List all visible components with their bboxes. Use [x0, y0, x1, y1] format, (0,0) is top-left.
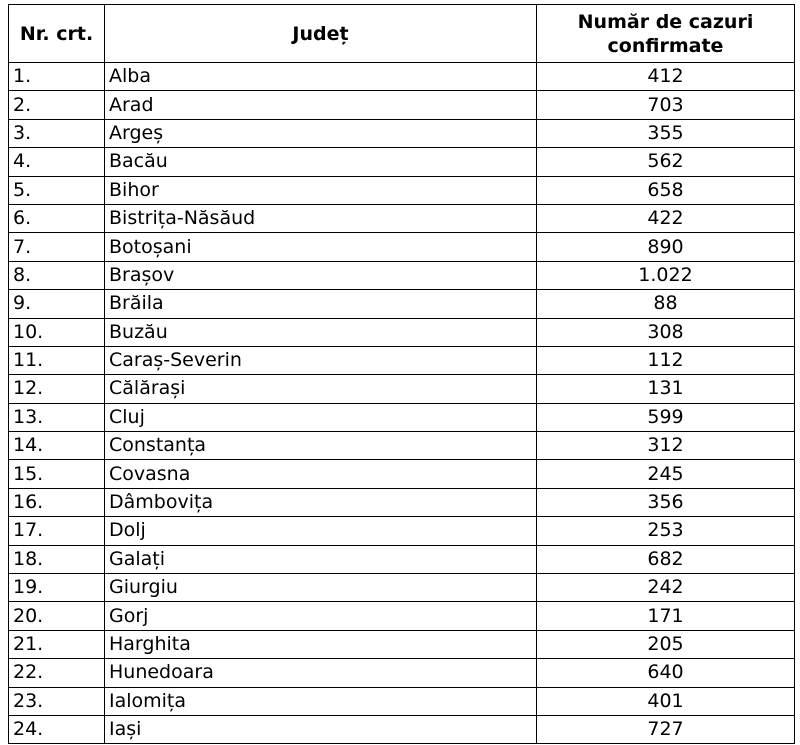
cases-cell: 205: [537, 630, 795, 658]
row-number-cell: 15.: [9, 460, 105, 488]
table-row: [9, 517, 795, 545]
cases-cell: 308: [537, 318, 795, 346]
county-cell: Bihor: [105, 176, 537, 204]
county-cell: Cluj: [105, 403, 537, 431]
county-cell: Giurgiu: [105, 574, 537, 602]
table-row: [9, 176, 795, 204]
county-cell: Galați: [105, 545, 537, 573]
cases-table: [8, 4, 795, 744]
row-number-cell: 22.: [9, 659, 105, 687]
table-row: [9, 318, 795, 346]
table-row: [9, 602, 795, 630]
header-row: [9, 5, 795, 63]
row-number-cell: 13.: [9, 403, 105, 431]
row-number-cell: 18.: [9, 545, 105, 573]
table-row: [9, 545, 795, 573]
row-number-cell: 24.: [9, 715, 105, 743]
county-cell: Caraș-Severin: [105, 346, 537, 374]
row-number-cell: 17.: [9, 517, 105, 545]
table-row: [9, 204, 795, 232]
table-row: [9, 488, 795, 516]
county-cell: Covasna: [105, 460, 537, 488]
county-cell: Dolj: [105, 517, 537, 545]
county-cell: Bacău: [105, 148, 537, 176]
header-cazuri: Număr de cazuri confirmate: [537, 5, 795, 63]
county-cell: Brăila: [105, 290, 537, 318]
cases-cell: 682: [537, 545, 795, 573]
row-number-cell: 19.: [9, 574, 105, 602]
county-cell: Constanța: [105, 432, 537, 460]
row-number-cell: 12.: [9, 375, 105, 403]
row-number-cell: 6.: [9, 204, 105, 232]
cases-cell: 658: [537, 176, 795, 204]
cases-cell: 88: [537, 290, 795, 318]
cases-cell: 112: [537, 346, 795, 374]
cases-cell: 727: [537, 715, 795, 743]
county-cell: Dâmbovița: [105, 488, 537, 516]
row-number-cell: 16.: [9, 488, 105, 516]
county-cell: Brașov: [105, 261, 537, 289]
row-number-cell: 8.: [9, 261, 105, 289]
row-number-cell: 4.: [9, 148, 105, 176]
county-cell: Bistrița-Năsăud: [105, 204, 537, 232]
cases-cell: 640: [537, 659, 795, 687]
table-row: [9, 261, 795, 289]
table-row: [9, 233, 795, 261]
table-row: [9, 346, 795, 374]
county-cell: Alba: [105, 63, 537, 91]
cases-cell: 242: [537, 574, 795, 602]
cases-cell: 356: [537, 488, 795, 516]
county-cell: Harghita: [105, 630, 537, 658]
table-row: [9, 460, 795, 488]
cases-cell: 355: [537, 119, 795, 147]
table-row: [9, 687, 795, 715]
county-cell: Călărași: [105, 375, 537, 403]
header-judet: Județ: [105, 5, 537, 63]
row-number-cell: 14.: [9, 432, 105, 460]
cases-cell: 245: [537, 460, 795, 488]
cases-cell: 412: [537, 63, 795, 91]
header-nr: Nr. crt.: [9, 5, 105, 63]
row-number-cell: 7.: [9, 233, 105, 261]
cases-cell: 890: [537, 233, 795, 261]
cases-cell: 131: [537, 375, 795, 403]
cases-cell: 599: [537, 403, 795, 431]
county-cell: Gorj: [105, 602, 537, 630]
county-cell: Argeș: [105, 119, 537, 147]
table-row: [9, 659, 795, 687]
county-cell: Buzău: [105, 318, 537, 346]
county-cell: Hunedoara: [105, 659, 537, 687]
county-cell: Arad: [105, 91, 537, 119]
row-number-cell: 5.: [9, 176, 105, 204]
table-row: [9, 119, 795, 147]
cases-cell: 422: [537, 204, 795, 232]
cases-cell: 1.022: [537, 261, 795, 289]
table-row: [9, 574, 795, 602]
county-cell: Botoșani: [105, 233, 537, 261]
row-number-cell: 1.: [9, 63, 105, 91]
table-row: [9, 148, 795, 176]
cases-cell: 562: [537, 148, 795, 176]
cases-cell: 312: [537, 432, 795, 460]
cases-cell: 401: [537, 687, 795, 715]
table-row: [9, 91, 795, 119]
table-body: [9, 63, 795, 744]
table-row: [9, 63, 795, 91]
county-cell: Iași: [105, 715, 537, 743]
table-row: [9, 375, 795, 403]
row-number-cell: 10.: [9, 318, 105, 346]
table-row: [9, 715, 795, 743]
row-number-cell: 2.: [9, 91, 105, 119]
row-number-cell: 3.: [9, 119, 105, 147]
table-row: [9, 290, 795, 318]
cases-cell: 703: [537, 91, 795, 119]
table-row: [9, 630, 795, 658]
table-row: [9, 403, 795, 431]
row-number-cell: 9.: [9, 290, 105, 318]
table-row: [9, 432, 795, 460]
row-number-cell: 11.: [9, 346, 105, 374]
cases-cell: 253: [537, 517, 795, 545]
row-number-cell: 23.: [9, 687, 105, 715]
row-number-cell: 20.: [9, 602, 105, 630]
cases-cell: 171: [537, 602, 795, 630]
county-cell: Ialomița: [105, 687, 537, 715]
row-number-cell: 21.: [9, 630, 105, 658]
